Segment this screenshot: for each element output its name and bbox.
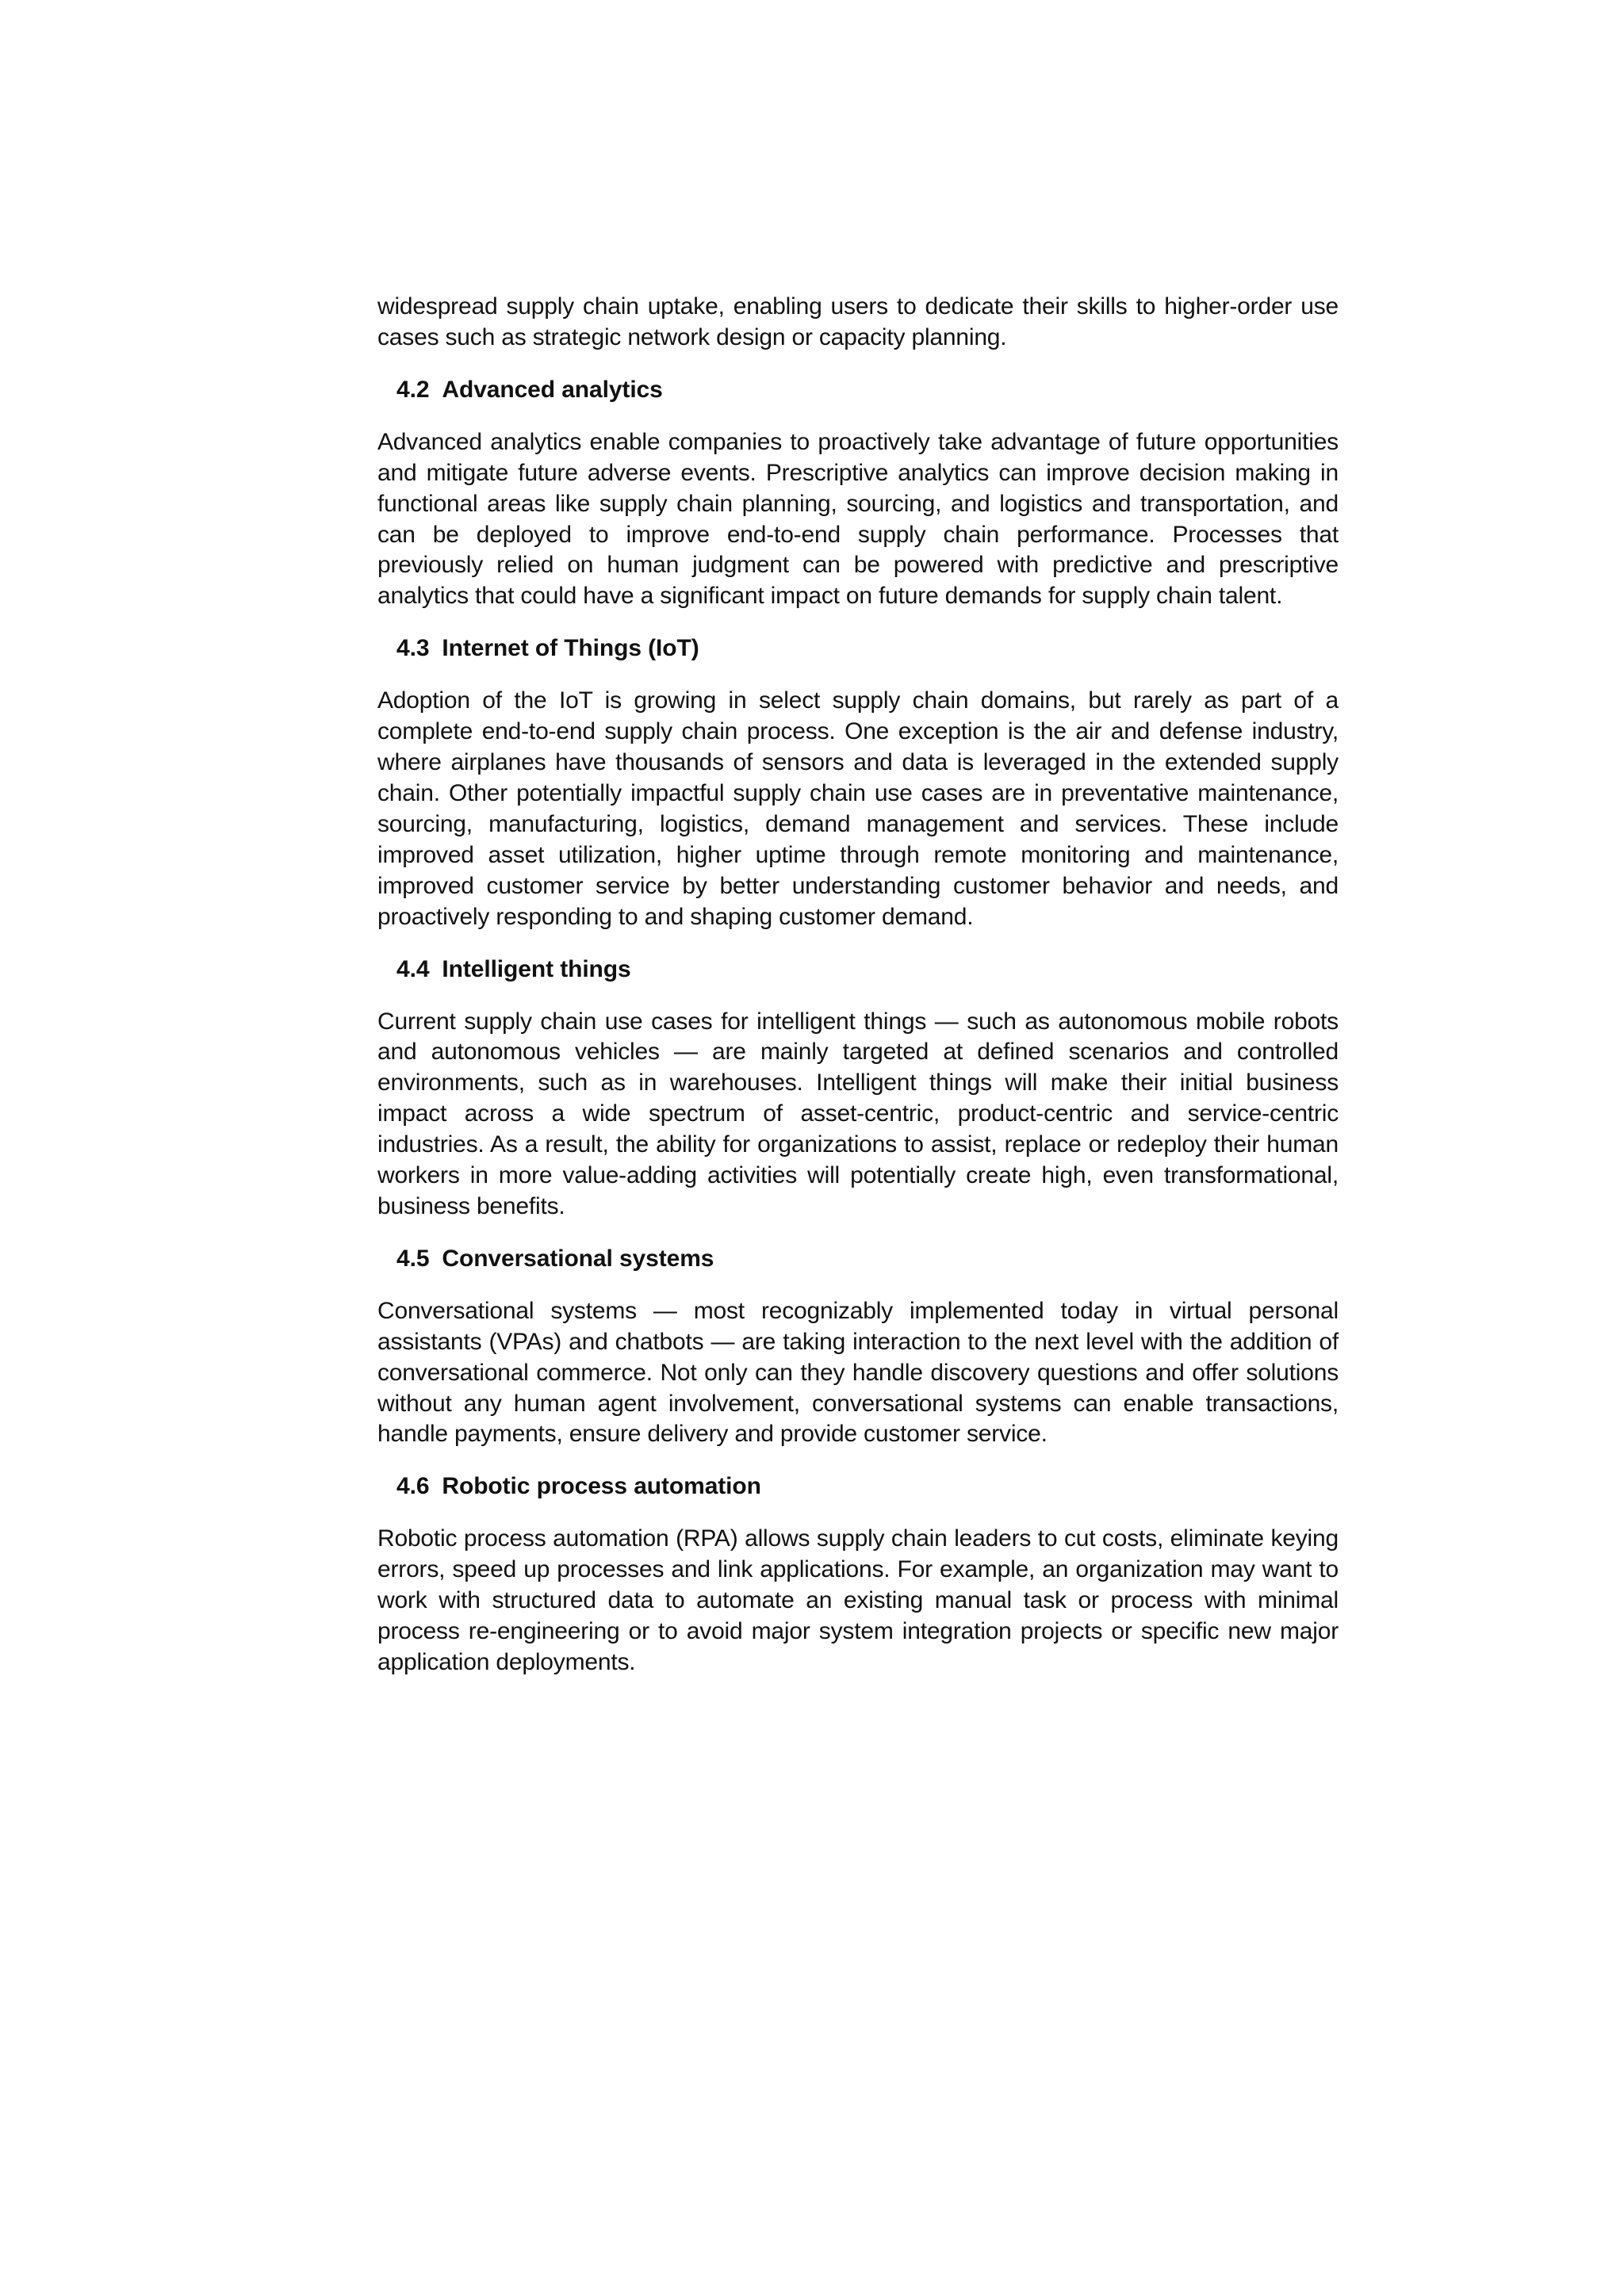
intro-paragraph: widespread supply chain uptake, enabling users to dedicate their skills to higher-order use cases such as strategic network design or capacity planning. [377,293,1339,350]
section-title: Robotic process automation [442,1473,761,1500]
page-body [377,292,1339,1678]
section-paragraph-4-6: Robotic process automation (RPA) allows supply chain leaders to cut costs, eliminate keying errors, speed up processes and link applications. For example, an organization may want to work with structured data to automate an existing manual task or process with minimal process re-engineering or to avoid major system integration projects or specific new major application deployments. [377,1525,1339,1675]
section-heading-4-2 [377,375,1339,405]
section-number: 4.3 [396,635,430,662]
section-heading-4-5 [377,1244,1339,1274]
section-title: Internet of Things (IoT) [442,635,699,662]
section-title: Conversational systems [442,1245,714,1272]
section-paragraph-4-5: Conversational systems — most recognizably implemented today in virtual personal assistants (VPAs) and chatbots — are taking interaction to the next level with the addition of conversational commerce. Not only can they handle discovery questions and offer solutions without any human agent involvement, conversational systems can enable transactions, handle payments, ensure delivery and provide customer service. [377,1297,1339,1448]
section-heading-4-6 [377,1471,1339,1502]
section-number: 4.5 [396,1245,430,1272]
section-heading-4-4 [377,955,1339,985]
section-title: Advanced analytics [442,376,663,403]
section-number: 4.6 [396,1473,430,1500]
section-title: Intelligent things [442,955,631,982]
section-heading-4-3 [377,633,1339,664]
section-number: 4.2 [396,376,430,403]
section-number: 4.4 [396,955,430,982]
section-paragraph-4-2: Advanced analytics enable companies to proactively take advantage of future opportunities and mitigate future adverse events. Prescriptive analytics can improve decision making in functional areas like supply chain planning, sourcing, and logistics and transportation, and can be deployed to improve end-to-end supply chain performance. Processes that previously relied on human judgment can be powered with predictive and prescriptive analytics that could have a significant impact on future demands for supply chain talent. [377,428,1339,610]
section-paragraph-4-3: Adoption of the IoT is growing in select supply chain domains, but rarely as part of a complete end-to-end supply chain process. One exception is the air and defense industry, where airplanes have thousands of sensors and data is leveraged in the extended supply chain. Other potentially impactful supply chain use cases are in preventative maintenance, sourcing, manufacturing, logistics, demand management and services. These include improved asset utilization, higher uptime through remote monitoring and maintenance, improved customer service by better understanding customer behavior and needs, and proactively responding to and shaping customer demand. [377,687,1339,930]
section-paragraph-4-4: Current supply chain use cases for intelligent things — such as autonomous mobile robots and autonomous vehicles — are mainly targeted at defined scenarios and controlled environments, such as in warehouses. Intelligent things will make their initial business impact across a wide spectrum of asset-centric, product-centric and service-centric industries. As a result, the ability for organizations to assist, replace or redeploy their human workers in more value-adding activities will potentially create high, even transformational, business benefits. [377,1008,1339,1219]
